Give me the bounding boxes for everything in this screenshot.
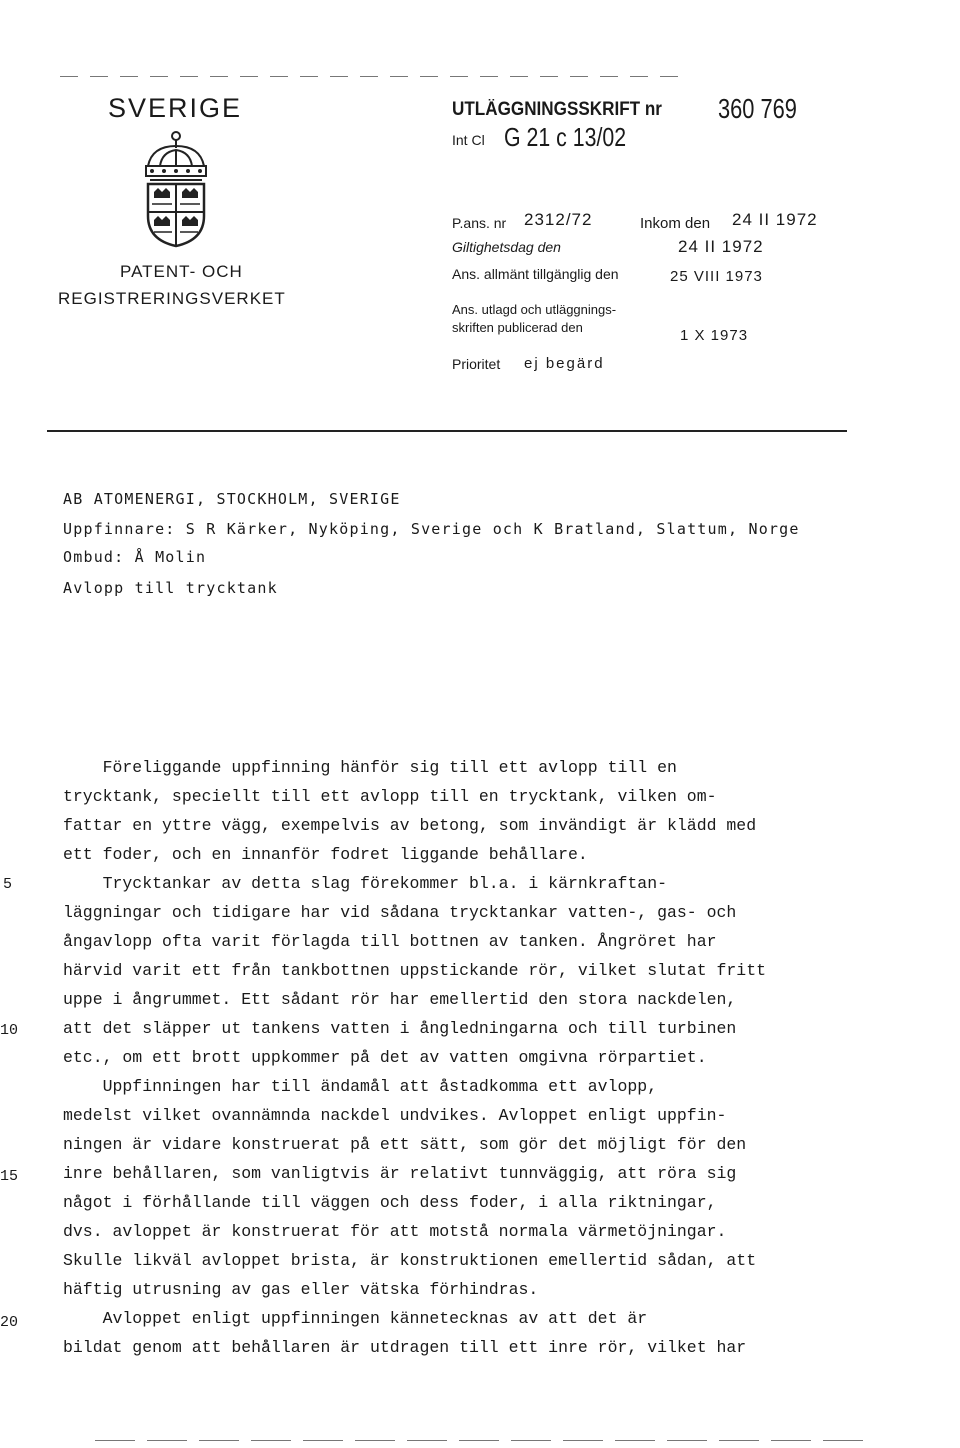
public-label: Ans. allmänt tillgänglig den (452, 266, 619, 282)
body-text-line: Föreliggande uppfinning hänför sig till ett avlopp till en (63, 758, 677, 777)
body-text-line: ningen är vidare konstruerat på ett sätt, som gör det möjligt för den (63, 1135, 747, 1154)
title: Avlopp till trycktank (63, 579, 278, 597)
swedish-coat-of-arms-icon (138, 128, 214, 248)
body-text-line: ett foder, och en innanför fodret liggande behållare. (63, 845, 588, 864)
line-number: 5 (3, 876, 13, 893)
body-text-line: fattar en yttre vägg, exempelvis av betong, som invändigt är klädd med (63, 816, 757, 835)
scan-artifact-top (60, 76, 680, 77)
line-number: 20 (0, 1314, 19, 1331)
laid-out-label-2: skriften publicerad den (452, 320, 583, 335)
body-text-line: att det släpper ut tankens vatten i ångledningarna och till turbinen (63, 1019, 737, 1038)
applicant: AB ATOMENERGI, STOCKHOLM, SVERIGE (63, 490, 401, 508)
int-cl-value: G 21 c 13/02 (504, 122, 627, 152)
body-text-line: uppe i ångrummet. Ett sådant rör har emellertid den stora nackdelen, (63, 990, 737, 1009)
int-cl-label: Int Cl (452, 132, 485, 148)
body-text-line: dvs. avloppet är konstruerat för att motstå normala värmetöjningar. (63, 1222, 727, 1241)
application-number: 2312/72 (524, 210, 593, 229)
received-label: Inkom den (640, 215, 711, 232)
body-text-line: härvid varit ett från tankbottnen uppstickande rör, vilket slutat fritt (63, 961, 767, 980)
validity-label: Giltighetsdag den (452, 239, 561, 255)
body-text-line: Trycktankar av detta slag förekommer bl.a. i kärnkraftan- (63, 874, 667, 893)
line-number: 10 (0, 1022, 19, 1039)
document-number: 360 769 (718, 93, 797, 124)
validity-date: 24 II 1972 (678, 237, 764, 256)
document-type: UTLÄGGNINGSSKRIFT nr (452, 99, 662, 120)
application-number-label: P.ans. nr (452, 215, 507, 231)
public-date: 25 VIII 1973 (670, 268, 763, 285)
body-text-line: bildat genom att behållaren är utdragen till ett inre rör, vilket har (63, 1338, 747, 1357)
body-text-line: medelst vilket ovannämnda nackdel undvikes. Avloppet enligt uppfin- (63, 1106, 727, 1125)
agent: Ombud: Å Molin (63, 548, 207, 566)
body-text-line: trycktank, speciellt till ett avlopp till en trycktank, vilken om- (63, 787, 717, 806)
inventors: Uppfinnare: S R Kärker, Nyköping, Sverige och K Bratland, Slattum, Norge (63, 520, 800, 538)
emblem (138, 128, 214, 248)
body-text-line: läggningar och tidigare har vid sådana trycktankar vatten-, gas- och (63, 903, 737, 922)
header-divider (47, 430, 847, 432)
office-name-line2: REGISTRERINGSVERKET (58, 289, 286, 308)
body-text-line: etc., om ett brott uppkommer på det av vatten omgivna rörpartiet. (63, 1048, 707, 1067)
priority-value: ej begärd (524, 355, 605, 372)
laid-out-label-1: Ans. utlagd och utläggnings- (452, 302, 617, 317)
body-text-line: Avloppet enligt uppfinningen kännetecknas av att det är (63, 1309, 648, 1328)
body-text-line: något i förhållande till väggen och dess foder, i alla riktningar, (63, 1193, 717, 1212)
body-text-line: häftig utrusning av gas eller vätska förhindras. (63, 1280, 539, 1299)
body-text-line: Uppfinningen har till ändamål att åstadkomma ett avlopp, (63, 1077, 658, 1096)
line-number: 15 (0, 1168, 19, 1185)
country-name: SVERIGE (108, 93, 243, 123)
laid-out-date: 1 X 1973 (680, 327, 749, 344)
priority-label: Prioritet (452, 356, 501, 372)
received-date: 24 II 1972 (732, 210, 818, 229)
body-text-line: inre behållaren, som vanligtvis är relativt tunnväggig, att röra sig (63, 1164, 737, 1183)
scan-artifact-bottom (95, 1440, 875, 1441)
office-name-line1: PATENT- OCH (120, 262, 243, 281)
body-text-line: Skulle likväl avloppet brista, är konstruktionen emellertid sådan, att (63, 1251, 757, 1270)
body-text-line: ångavlopp ofta varit förlagda till bottnen av tanken. Ångröret har (63, 932, 717, 951)
